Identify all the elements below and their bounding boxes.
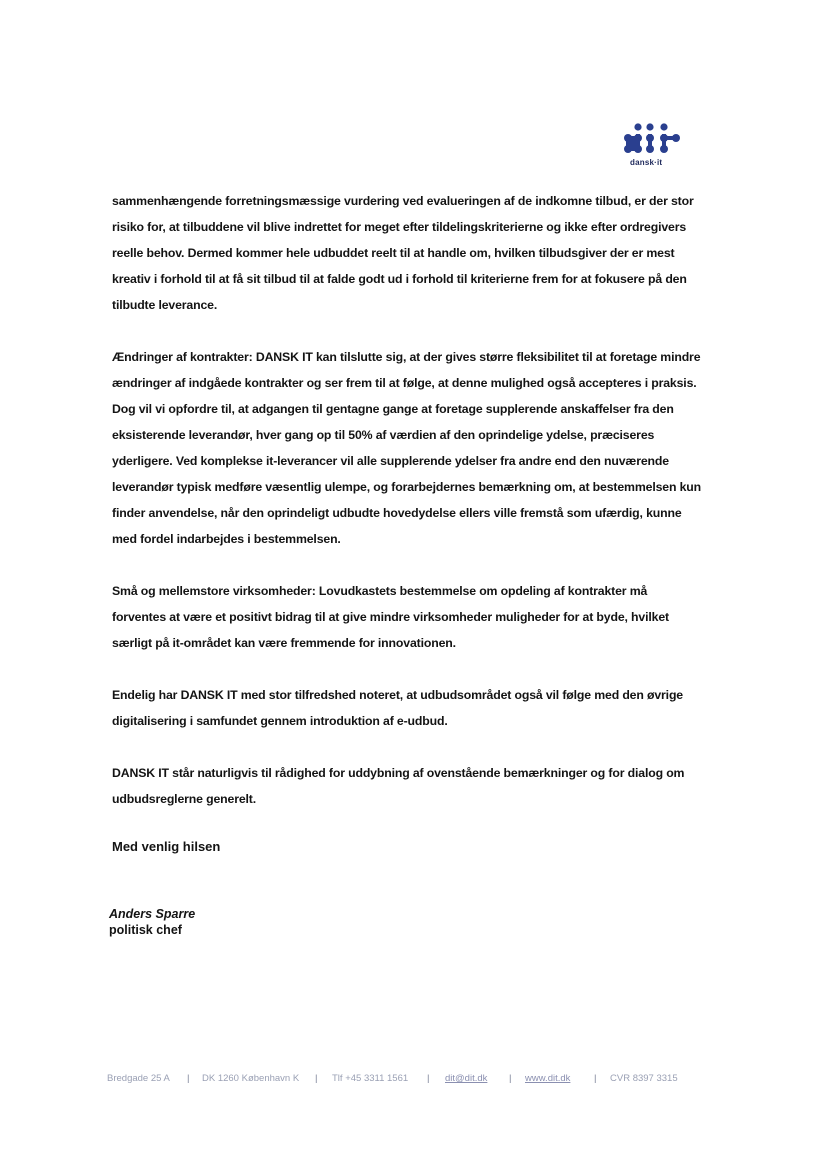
paragraph-text: sammenhængende forretningsmæssige vurdering ved evalueringen af de indkomne tilbud, er der stor risiko for, at tilbuddene vil blive indrettet for meget efter tildelingskriterierne og ikke efter ordregivers reelle behov. Dermed kommer hele udbuddet reelt til at handle om, hvilken tilbudsgiver der er mest kreativ i forhold til at få sit tilbud til at falde godt ud i forhold til kriterierne frem for at fokusere på den tilbudte leverance. <box>112 194 694 312</box>
letter-body <box>112 188 702 856</box>
paragraph-e-procurement <box>112 682 702 734</box>
paragraph-text: Lovudkastets bestemmelse om opdeling af kontrakter må forventes at være et positivt bidrag til at give mindre virksomheder muligheder for at byde, hvilket særligt på it-området kan være fremmende for innovationen. <box>112 584 669 650</box>
paragraph-availability <box>112 760 702 812</box>
paragraph-text: DANSK IT står naturligvis til rådighed for uddybning af ovenstående bemærkninger og for dialog om udbudsreglerne generelt. <box>112 766 685 806</box>
paragraph-heading: Ændringer af kontrakter: <box>112 350 253 364</box>
signature-name: Anders Sparre <box>109 907 196 921</box>
paragraph-evaluation <box>112 188 702 318</box>
dansk-it-logo-mark-icon <box>620 122 688 162</box>
footer-email-link[interactable]: dit@dit.dk <box>445 1073 488 1084</box>
signature-title: politisk chef <box>109 923 182 937</box>
footer-cvr: CVR 8397 3315 <box>610 1073 678 1084</box>
paragraph-text: DANSK IT kan tilslutte sig, at der gives større fleksibilitet til at foretage mindre ændringer af indgåede kontrakter og ser frem til at følge, at denne mulighed også accepteres i praksis. Dog vil vi opfordre til, at adgangen til gentagne gange at foretage supplerende anskaffelser fra den eksisterende leverandør, hver gang op til 50% af værdien af den oprindelige ydelse, præciseres yderligere. Ved komplekse it-leverancer vil alle supplerende ydelser fra andre end den nuværende leverandør typisk medføre væsentlig ulempe, og forarbejdernes bemærkning om, at bestemmelsen kun finder anvendelse, når den oprindeligt udbudte hovedydelse ellers ville fremstå som ufærdig, kunne med fordel indarbejdes i bestemmelsen. <box>112 350 702 546</box>
paragraph-heading: Små og mellemstore virksomheder: <box>112 584 316 598</box>
footer-city: DK 1260 København K <box>202 1073 300 1084</box>
paragraph-text: Endelig har DANSK IT med stor tilfredshed noteret, at udbudsområdet også vil følge med den øvrige digitalisering i samfundet gennem introduktion af e-udbud. <box>112 688 683 728</box>
footer-separator: | <box>187 1073 190 1084</box>
footer <box>107 1073 687 1087</box>
footer-separator: | <box>509 1073 512 1084</box>
footer-address: Bredgade 25 A <box>107 1073 170 1084</box>
footer-separator: | <box>594 1073 597 1084</box>
paragraph-sme <box>112 578 702 656</box>
footer-web-link[interactable]: www.dit.dk <box>525 1073 571 1084</box>
footer-separator: | <box>315 1073 318 1084</box>
closing-salutation: Med venlig hilsen <box>112 839 221 854</box>
logo-wordmark: dansk·it <box>630 158 663 167</box>
paragraph-contract-changes <box>112 344 702 552</box>
footer-separator: | <box>427 1073 430 1084</box>
footer-phone: Tlf +45 3311 1561 <box>332 1073 409 1084</box>
signature-block <box>109 906 195 938</box>
